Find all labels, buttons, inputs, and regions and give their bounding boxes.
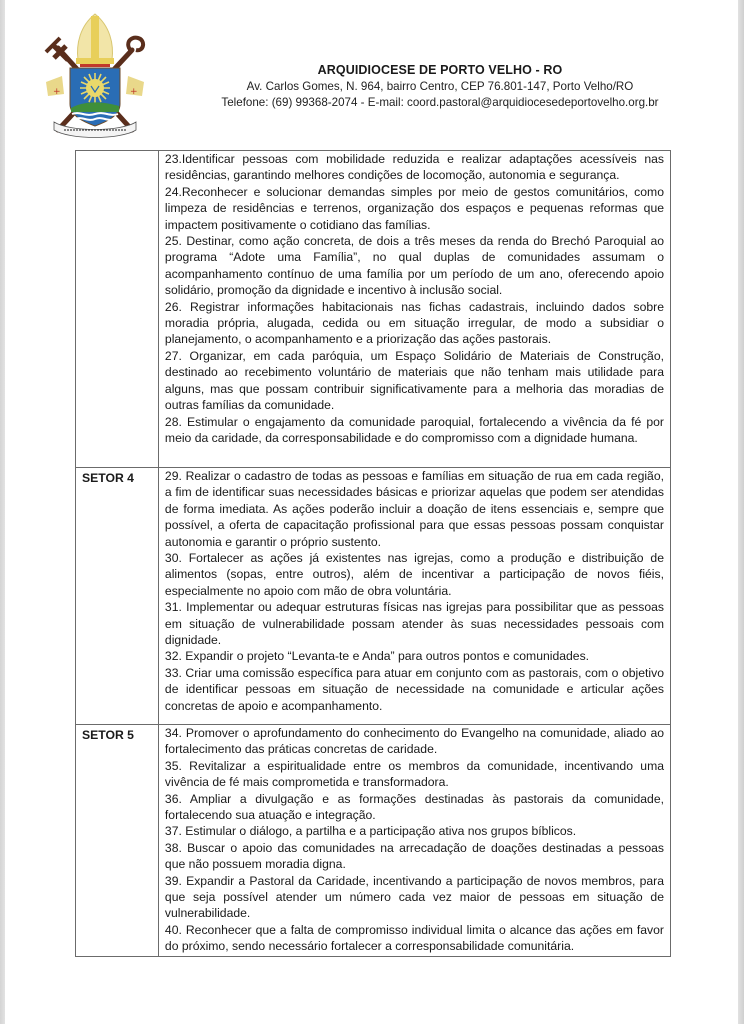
sector-cell [76,151,159,468]
table-row [76,725,671,957]
items-cell [158,151,670,468]
organization-address: Av. Carlos Gomes, N. 964, bairro Centro, CEP 76.801-147, Porto Velho/RO [246,80,634,93]
letterhead [170,62,710,111]
action-item: 26. Registrar informações habitacionais nas fichas cadastrais, incluindo dados sobre moradia própria, alugada, cedida ou em situação irregular, de modo a subsidiar o planejamento, o acompanhamento e a priorização das ações pastorais. [164,299,664,347]
action-item: 30. Fortalecer as ações já existentes nas igrejas, como a produção e distribuição de alimentos (sopas, entre outros), além de incentivar a participação de novos fiéis, especialmente no apoio com mão de obra voluntária. [164,551,664,598]
action-item: 34. Promover o aprofundamento do conhecimento do Evangelho na comunidade, aliado ao fortalecimento das práticas concretas de caridade. [164,726,664,757]
action-item: 27. Organizar, em cada paróquia, um Espaço Solidário de Materiais de Construção, destinado ao recebimento voluntário de materiais que não tenham mais utilidade para alguns, mas que possam contribuir significativamente para a melhoria das moradias de outras famílias da comunidade. [164,348,664,413]
action-item: 32. Expandir o projeto “Levanta-te e Anda” para outros pontos e comunidades. [164,649,590,664]
action-item: 35. Revitalizar a espiritualidade entre os membros da comunidade, incentivando uma vivência de fé mais comprometida e transformadora. [164,758,664,790]
action-item: 23.Identificar pessoas com mobilidade reduzida e realizar adaptações acessíveis nas residências, garantindo melhores condições de locomoção, autonomia e segurança. [164,152,664,183]
action-item: 37. Estimular o diálogo, a partilha e a participação ativa nos grupos bíblicos. [164,824,577,839]
action-item: 33. Criar uma comissão específica para atuar em conjunto com as pastorais, com o objetivo de identificar pessoas em situação de necessidade na comunidade e articular ações concretas de apoio e acompanhamento. [164,665,664,713]
action-item: 29. Realizar o cadastro de todas as pessoas e famílias em situação de rua em cada região, a fim de identificar suas necessidades básicas e priorizar aquelas que podem ser atendidas de forma imediata. As ações poderão incluir a doação de itens essenciais e, sempre que possível, a oferta de capacitação profissional para que essas pessoas possam conquistar autonomia e garantir o próprio sustento. [164,469,664,549]
actions-table [75,150,671,957]
page-edge-left [0,0,5,1024]
sector-cell: SETOR 4 [76,468,159,725]
svg-text:+: + [53,87,61,97]
action-item: 24.Reconhecer e solucionar demandas simples por meio de gestos comunitários, como limpeza de residências e terrenos, organização dos espaços e pequenas reformas que impactem positivamente o cotidiano das famílias. [164,184,664,232]
page-edge-right [738,0,744,1024]
items-cell [158,725,670,957]
action-item: 31. Implementar ou adequar estruturas físicas nas igrejas para possibilitar que as pessoas em situação de vulnerabilidade possam atender às suas necessidades pessoais com dignidade. [164,600,664,648]
action-item: 25. Destinar, como ação concreta, de dois a três meses da renda do Brechó Paroquial ao programa “Adote uma Família”, no qual duplas de comunidades assumam o acompanhamento contínuo de uma família por um período de um ano, oferecendo apoio solidário, promoção da dignidade e incentivo à inclusão social. [164,234,664,298]
organization-title: ARQUIDIOCESE DE PORTO VELHO - RO [317,63,563,77]
svg-text:+: + [130,87,138,97]
action-item: 28. Estimular o engajamento da comunidade paroquial, fortalecendo a vivência da fé por meio da caridade, da corresponsabilidade e do compromisso com a dignidade humana. [164,414,664,445]
items-cell [158,468,670,725]
action-item: 38. Buscar o apoio das comunidades na arrecadação de doações destinadas a pessoas que não possuem moradia digna. [164,840,664,872]
organization-contact: Telefone: (69) 99368-2074 - E-mail: coord.pastoral@arquidiocesedeportovelho.org.br [221,96,659,109]
archdiocese-logo [40,8,150,140]
coat-of-arms-icon [40,8,150,140]
table-row [76,151,671,468]
action-item: 40. Reconhecer que a falta de compromisso individual limita o alcance das ações em favor do próximo, sendo necessário fortalecer a corresponsabilidade comunitária. [164,922,664,954]
table-row [76,468,671,725]
action-item: 39. Expandir a Pastoral da Caridade, incentivando a participação de novos membros, para que seja possível atender um número cada vez maior de pessoas em situação de vulnerabilidade. [164,873,664,921]
sector-cell: SETOR 5 [76,725,159,957]
action-item: 36. Ampliar a divulgação e as formações destinadas às pastorais da comunidade, fortalecendo sua atuação e integração. [164,791,664,823]
